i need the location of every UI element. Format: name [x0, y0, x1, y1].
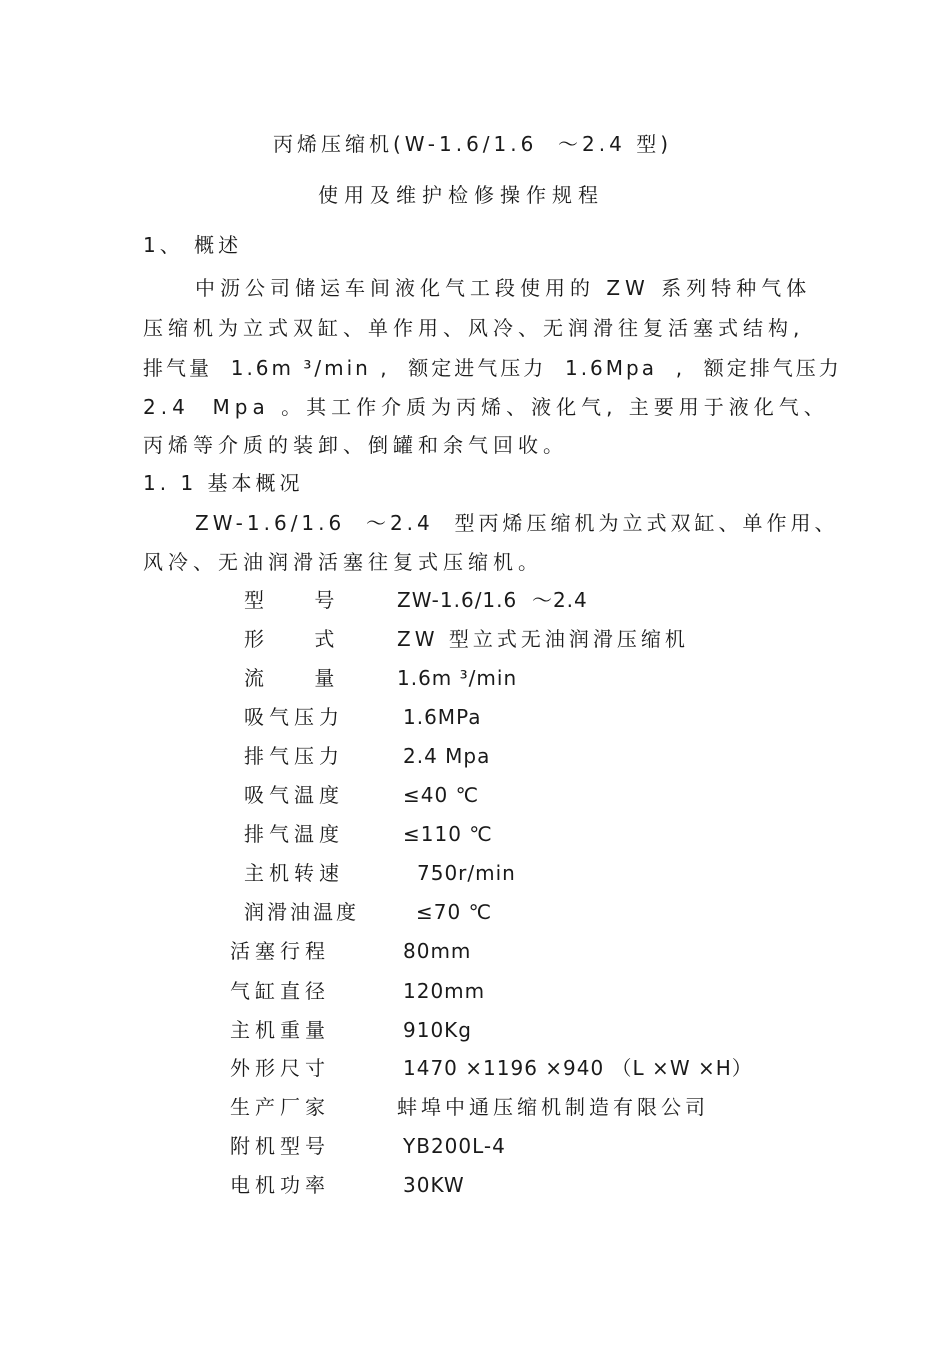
spec-value: 2.4 Mpa	[403, 744, 491, 768]
spec-label: 吸气压力	[244, 705, 344, 729]
paragraph-line: 风冷、无油润滑活塞往复式压缩机。	[143, 550, 543, 574]
spec-label: 主机转速	[244, 861, 344, 885]
spec-value: ≤40 ℃	[403, 783, 480, 807]
paragraph-line: 2.4 Mpa 。其工作介质为丙烯、液化气, 主要用于液化气、	[143, 395, 829, 419]
spec-label: 形 式	[244, 627, 340, 651]
spec-label: 型 号	[244, 588, 340, 612]
spec-value: ≤70 ℃	[416, 900, 493, 924]
spec-label: 主机重量	[230, 1018, 330, 1042]
paragraph-line: 丙烯等介质的装卸、倒罐和余气回收。	[143, 433, 568, 457]
spec-value: ZW 型立式无油润滑压缩机	[397, 627, 689, 651]
spec-value: ZW-1.6/1.6 ～2.4	[397, 588, 588, 612]
section-heading-overview: 1、 概述	[143, 233, 243, 257]
spec-label: 外形尺寸	[230, 1056, 330, 1080]
spec-value: 1.6MPa	[403, 705, 482, 729]
spec-value: ≤110 ℃	[403, 822, 493, 846]
spec-value: 1.6m ³/min	[397, 666, 518, 690]
spec-label: 附机型号	[230, 1134, 330, 1158]
document-subtitle: 使用及维护检修操作规程	[318, 183, 604, 207]
spec-label: 润滑油温度	[244, 900, 359, 924]
paragraph-line: 排气量 1.6m ³/min , 额定进气压力 1.6Mpa , 额定排气压力	[143, 356, 842, 380]
spec-label: 电机功率	[230, 1173, 330, 1197]
document-title: 丙烯压缩机(W-1.6/1.6 ～2.4 型)	[273, 132, 673, 156]
paragraph-line: 中沥公司储运车间液化气工段使用的 ZW 系列特种气体	[195, 276, 812, 300]
spec-label: 生产厂家	[230, 1095, 330, 1119]
spec-value: 750r/min	[417, 861, 516, 885]
paragraph-line: 压缩机为立式双缸、单作用、风冷、无润滑往复活塞式结构,	[143, 316, 805, 340]
spec-label: 排气温度	[244, 822, 344, 846]
paragraph-line: ZW-1.6/1.6 ～2.4 型丙烯压缩机为立式双缸、单作用、	[195, 511, 839, 535]
spec-label: 排气压力	[244, 744, 344, 768]
spec-value: 30KW	[403, 1173, 465, 1197]
spec-label: 流 量	[244, 666, 340, 690]
spec-value: 910Kg	[403, 1018, 472, 1042]
spec-value: 蚌埠中通压缩机制造有限公司	[397, 1095, 709, 1119]
spec-label: 吸气温度	[244, 783, 344, 807]
spec-value: 1470 ×1196 ×940 （L ×W ×H）	[403, 1056, 753, 1080]
section-heading-basic-info: 1. 1 基本概况	[143, 471, 304, 495]
spec-value: 80mm	[403, 939, 472, 963]
spec-value: 120mm	[403, 979, 486, 1003]
spec-label: 活塞行程	[230, 939, 330, 963]
spec-label: 气缸直径	[230, 979, 330, 1003]
spec-value: YB200L-4	[403, 1134, 506, 1158]
